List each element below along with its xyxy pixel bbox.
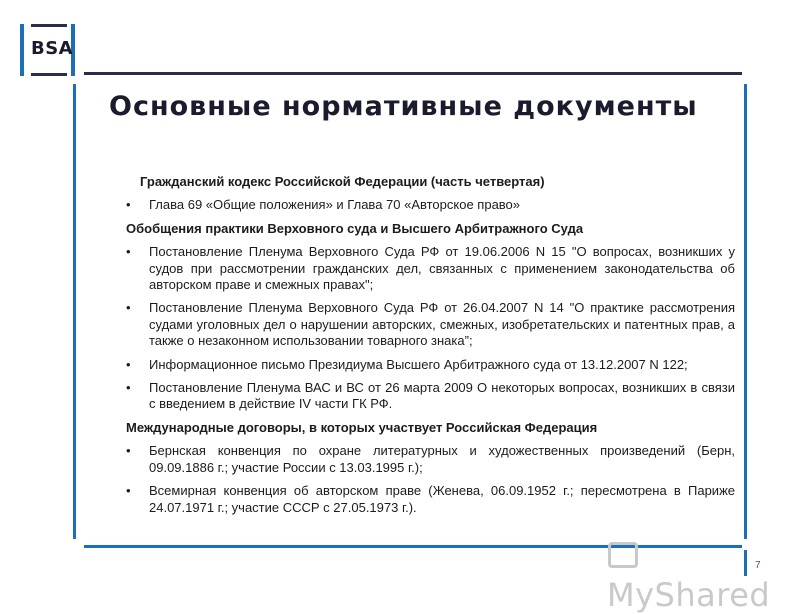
list-item: • Постановление Пленума Верховного Суда РФ от 26.04.2007 N 14 "О практике рассмотрения судами уголовных дел о нарушении авторских, смежных, изобретательских и патентных прав, а также о незаконном использовании товарного знака”; [126, 300, 735, 349]
page-title: Основные нормативные документы [109, 91, 698, 122]
list-item: • Информационное письмо Президиума Высшего Арбитражного суда от 13.12.2007 N 122; [126, 357, 735, 373]
list-item: • Глава 69 «Общие положения» и Глава 70 «Авторское право» [126, 197, 735, 213]
list-item: • Бернская конвенция по охране литературных и художественных произведений (Берн, 09.09.1886 г.; участие России с 13.03.1995 г.); [126, 443, 735, 476]
right-frame-bar [744, 84, 747, 539]
left-frame-bar [73, 84, 76, 539]
section-heading-international: Международные договоры, в которых участвует Российская Федерация [126, 419, 598, 435]
top-divider [84, 72, 742, 75]
section-heading-civil-code: Гражданский кодекс Российской Федерации (часть четвертая) [140, 174, 545, 189]
list-item: • Постановление Пленума ВАС и ВС от 26 марта 2009 О некоторых вопросах, возникших в связи с введением в действие IV части ГК РФ. [126, 380, 735, 413]
logo-top-line [31, 24, 67, 27]
logo: BSA [31, 38, 74, 59]
section-heading-court-practice: Обобщения практики Верховного суда и Высшего Арбитражного Суда [126, 220, 584, 236]
watermark: MyShared [607, 576, 771, 614]
logo-bottom-line [31, 73, 67, 76]
list-item: • Постановление Пленума Верховного Суда РФ от 19.06.2006 N 15 "О вопросах, возникших у судов при рассмотрении гражданских дел, связанных с применением законодательства об авторском праве и смежных правах"; [126, 244, 735, 293]
page-number: 7 [755, 560, 761, 571]
list-item: • Всемирная конвенция об авторском праве (Женева, 06.09.1952 г.; пересмотрена в Париже 24.07.1971 г.; участие СССР с 27.05.1973 г.). [126, 483, 735, 516]
document-body [126, 174, 735, 523]
